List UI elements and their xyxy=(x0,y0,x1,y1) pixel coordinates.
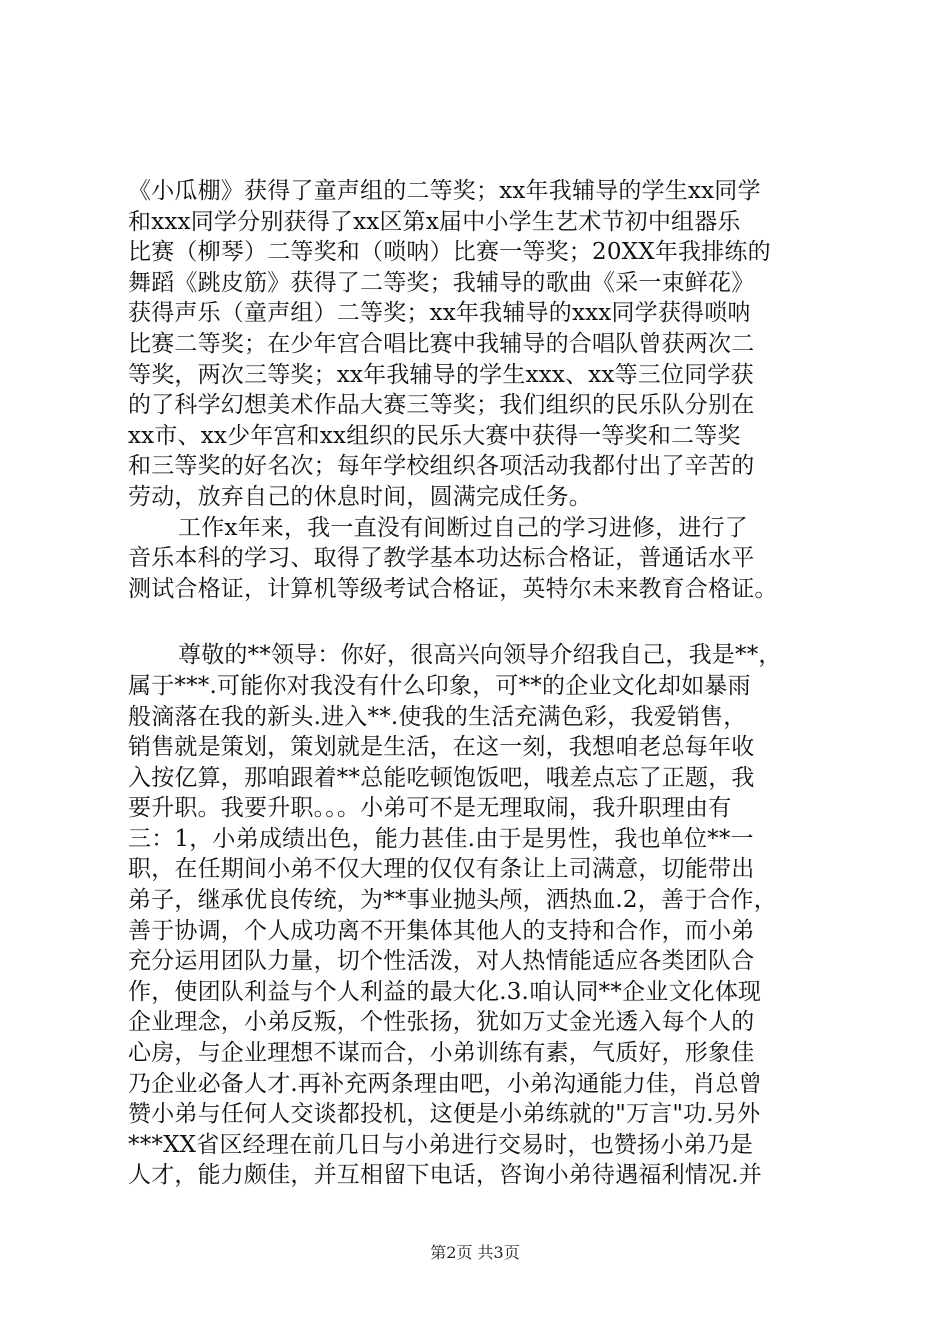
text-line: 要升职。我要升职。。。小弟可不是无理取闹，我升职理由有 xyxy=(128,795,732,822)
text-line: 弟子，继承优良传统，为**事业抛头颅，洒热血.2，善于合作， xyxy=(128,887,777,914)
text-line: 善于协调，个人成功离不开集体其他人的支持和合作，而小弟 xyxy=(128,917,755,944)
paragraph-study xyxy=(128,513,844,605)
text-line: xx市、xx少年宫和xx组织的民乐大赛中获得一等奖和二等奖 xyxy=(128,422,741,449)
text-line: 人才，能力颇佳，并互相留下电话，咨询小弟待遇福利情况.并 xyxy=(128,1162,762,1189)
text-line: 入按亿算，那咱跟着**总能吃顿饱饭吧，哦差点忘了正题，我 xyxy=(128,764,755,791)
text-line: 获得声乐（童声组）二等奖；xx年我辅导的xxx同学获得唢呐 xyxy=(128,300,751,327)
text-line: 赞小弟与任何人交谈都投机，这便是小弟练就的"万言"功.另外 xyxy=(128,1101,761,1128)
text-line: 职，在任期间小弟不仅大理的仅仅有条让上司满意，切能带出 xyxy=(128,856,755,883)
text-line: 作，使团队利益与个人利益的最大化.3.咱认同**企业文化体现 xyxy=(128,978,762,1005)
text-line: 等奖，两次三等奖；xx年我辅导的学生xxx、xx等三位同学获 xyxy=(128,361,754,388)
text-line: 企业理念，小弟反叛，个性张扬，犹如万丈金光透入每个人的 xyxy=(128,1009,755,1036)
paragraph-promotion-letter xyxy=(128,640,844,1191)
text-line: 舞蹈《跳皮筋》获得了二等奖；我辅导的歌曲《采一束鲜花》 xyxy=(128,269,755,296)
paragraph-awards xyxy=(128,176,844,513)
page-footer: 第2页 共3页 xyxy=(430,1243,520,1262)
text-line: 和xxx同学分别获得了xx区第x届中小学生艺术节初中组器乐 xyxy=(128,208,741,235)
text-line: 尊敬的**领导：你好，很高兴向领导介绍我自己，我是**， xyxy=(178,642,782,669)
text-line: 般滴落在我的新头.进入**.使我的生活充满色彩，我爱销售， xyxy=(128,703,747,730)
text-line: 比赛二等奖；在少年宫合唱比赛中我辅导的合唱队曾获两次二 xyxy=(128,330,755,357)
text-line: 测试合格证，计算机等级考试合格证，英特尔未来教育合格证。 xyxy=(128,575,778,602)
text-line: 三：1，小弟成绩出色，能力甚佳.由于是男性，我也单位**一 xyxy=(128,825,754,852)
text-line: 乃企业必备人才.再补充两条理由吧，小弟沟通能力佳，肖总曾 xyxy=(128,1070,762,1097)
text-line: 劳动，放弃自己的休息时间，圆满完成任务。 xyxy=(128,483,592,510)
text-line: 音乐本科的学习、取得了教学基本功达标合格证，普通话水平 xyxy=(128,545,755,572)
text-line: 工作x年来，我一直没有间断过自己的学习进修，进行了 xyxy=(178,514,748,541)
text-line: 和三等奖的好名次；每年学校组织各项活动我都付出了辛苦的 xyxy=(128,453,755,480)
text-line: 心房，与企业理想不谋而合，小弟训练有素，气质好，形象佳 xyxy=(128,1040,755,1067)
paragraph-spacer xyxy=(128,604,844,640)
text-line: 销售就是策划，策划就是生活，在这一刻，我想咱老总每年收 xyxy=(128,734,755,761)
text-line: ***XX省区经理在前几日与小弟进行交易时，也赞扬小弟乃是 xyxy=(128,1131,754,1158)
text-line: 的了科学幻想美术作品大赛三等奖；我们组织的民乐队分别在 xyxy=(128,392,755,419)
text-line: 属于***.可能你对我没有什么印象，可**的企业文化却如暴雨 xyxy=(128,672,751,699)
document-body xyxy=(128,176,844,1191)
text-line: 充分运用团队力量，切个性活泼，对人热情能适应各类团队合 xyxy=(128,948,755,975)
text-line: 《小瓜棚》获得了童声组的二等奖；xx年我辅导的学生xx同学 xyxy=(128,178,761,204)
text-line: 比赛（柳琴）二等奖和（唢呐）比赛一等奖；20XX年我排练的 xyxy=(128,239,771,266)
